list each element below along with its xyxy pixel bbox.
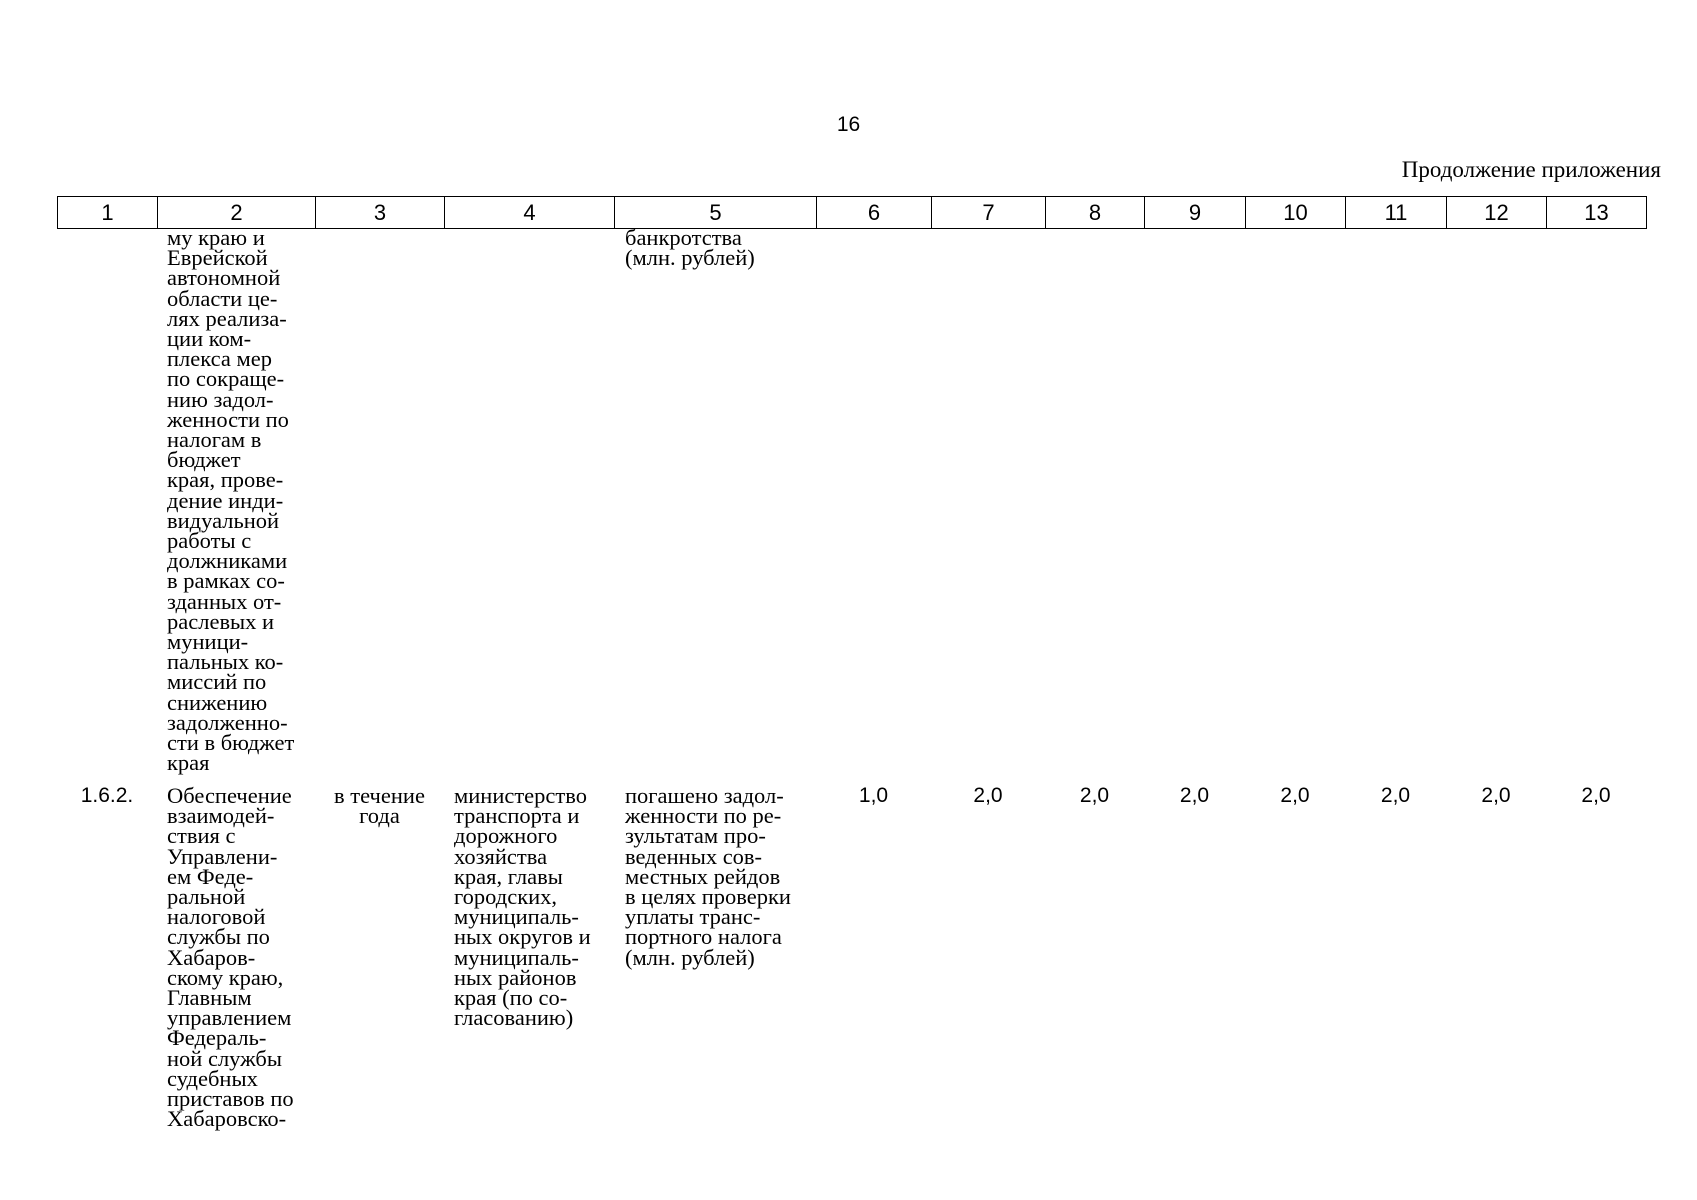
column-header: 10 (1246, 197, 1346, 229)
page-number: 16 (836, 113, 861, 136)
column-header: 8 (1046, 197, 1145, 229)
row-indicator: погашено задол- женности по ре- зультатам про- веденных сов- местных рейдов в целях проверки уплаты транс- портного налога (млн. рублей) (625, 783, 791, 970)
column-header: 11 (1346, 197, 1447, 229)
value-cell: 2,0 (973, 784, 1003, 807)
row-deadline: в течение года (334, 783, 425, 829)
row-number: 1.6.2. (80, 784, 134, 807)
column-header: 1 (58, 197, 158, 229)
value-cell: 2,0 (1179, 784, 1210, 807)
column-header: 4 (445, 197, 615, 229)
value-cell: 2,0 (1280, 784, 1310, 807)
column-header: 3 (316, 197, 445, 229)
column-header: 6 (817, 197, 932, 229)
column-header: 12 (1447, 197, 1547, 229)
value-cell: 2,0 (1079, 784, 1110, 807)
continued-row-indicator: банкротства (млн. рублей) (625, 225, 755, 271)
column-header: 5 (615, 197, 817, 229)
column-header-row (57, 196, 1647, 229)
value-cell: 2,0 (1380, 784, 1411, 807)
column-header: 9 (1145, 197, 1246, 229)
column-header: 2 (158, 197, 316, 229)
row-responsible: министерство транспорта и дорожного хозяйства края, главы городских, муниципаль- ных округов и муниципаль- ных районов края (по со- гласованию) (454, 783, 591, 1031)
value-cell: 2,0 (1581, 784, 1611, 807)
column-header: 13 (1547, 197, 1647, 229)
column-header: 7 (932, 197, 1046, 229)
continued-row-description: му краю и Еврейской автономной области це- лях реализа- ции ком- плекса мер по сокраще- нию задол- женности по налогам в бюджет края, прове- дение инди- видуальной работы с должниками в рамках со- зданных от- раслевых и муници- пальных ко- миссий по снижению задолженно- сти в бюджет края (167, 225, 295, 776)
continuation-label: Продолжение приложения (1401, 157, 1661, 182)
value-cell: 2,0 (1481, 784, 1511, 807)
value-cell: 1,0 (858, 784, 889, 807)
row-description: Обеспечение взаимодей- ствия с Управлени- ем Феде- ральной налоговой службы по Хабаров- скому краю, Главным управлением Федераль- ной службы судебных приставов по Хабаровско- (167, 783, 294, 1132)
